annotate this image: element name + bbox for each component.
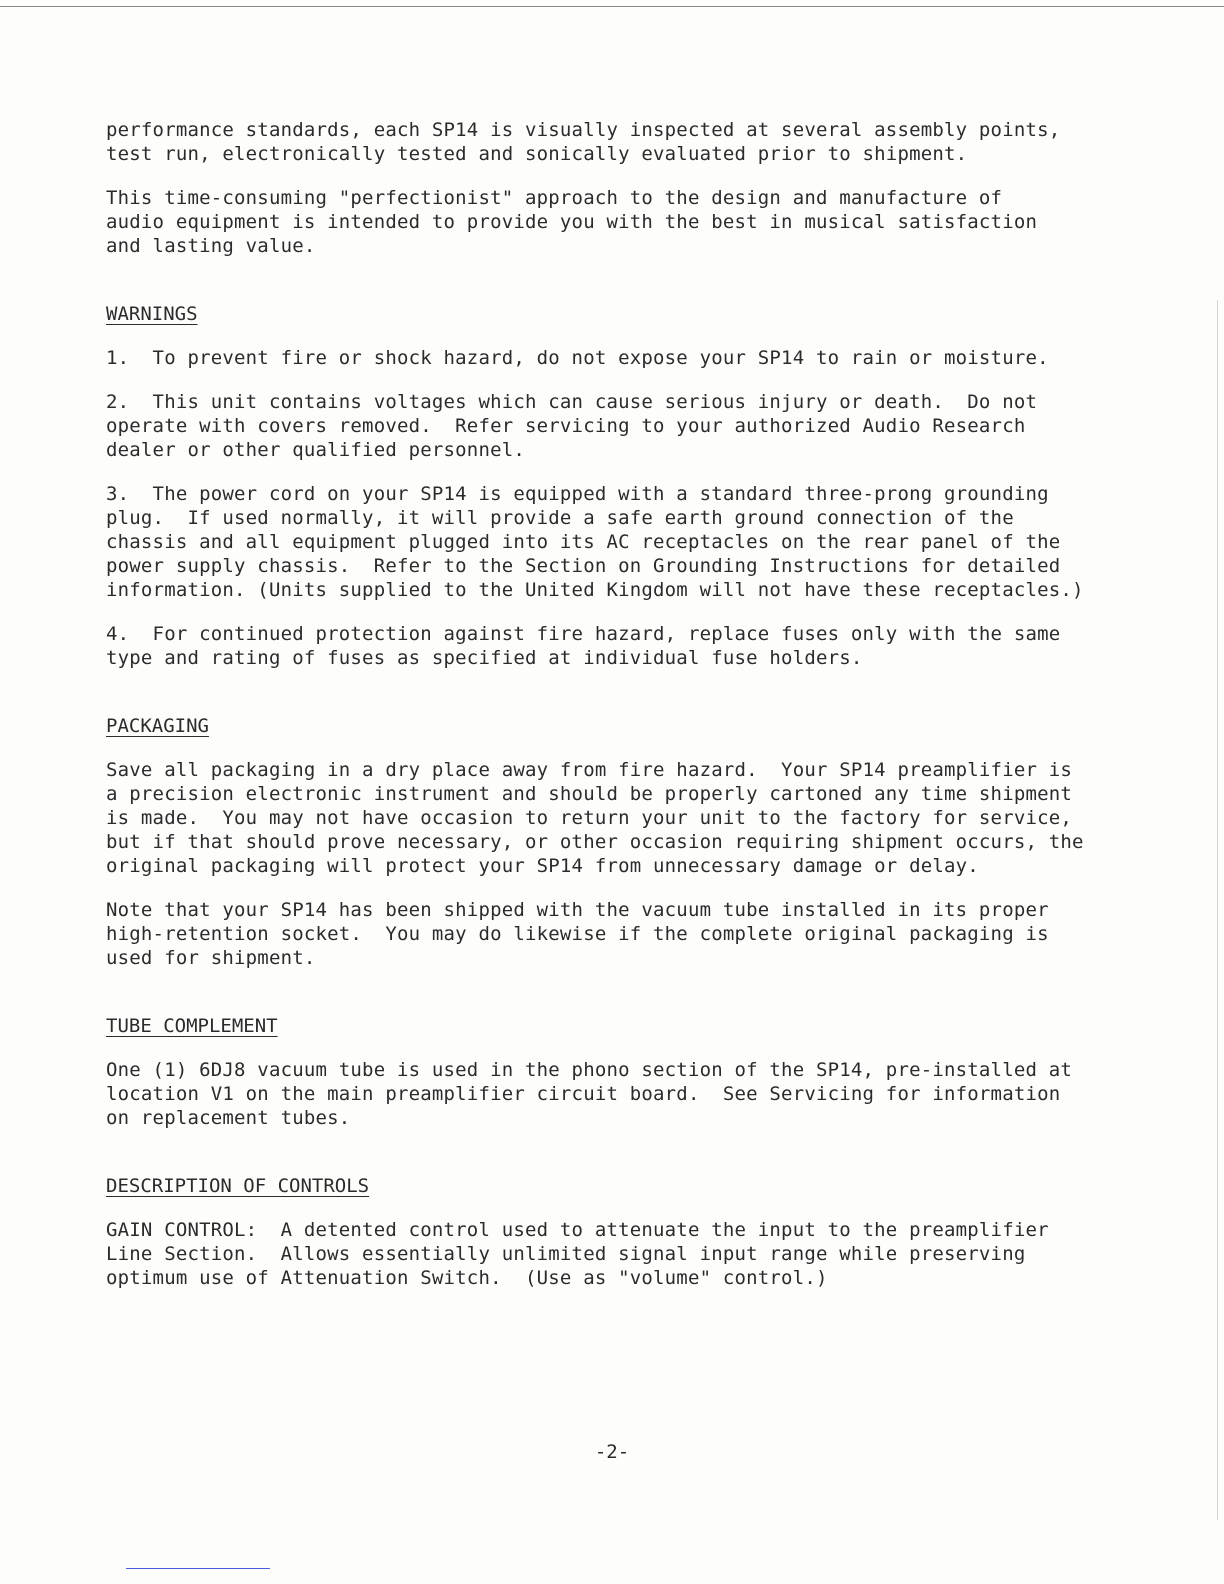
tube-complement-paragraph: One (1) 6DJ8 vacuum tube is used in the phono section of the SP14, pre-installed at location V1 on the main preamplifier circuit board. See Servicing for information on replacement tubes. xyxy=(106,1059,1073,1129)
warning-item-4: 4. For continued protection against fire hazard, replace fuses only with the same type and rating of fuses as specified at individual fuse holders. xyxy=(106,623,1061,669)
warnings-heading: WARNINGS xyxy=(106,303,198,325)
controls-heading: DESCRIPTION OF CONTROLS xyxy=(106,1175,370,1197)
scan-mark xyxy=(126,1568,270,1569)
warning-item-3: 3. The power cord on your SP14 is equipped with a standard three-prong grounding plug. If used normally, it will provide a safe earth ground connection of the chassis and all equipment plugged into its AC receptacles on the rear panel of the power supply chassis. Refer to the Section on Grounding Instructions for detailed information. (Units supplied to the United Kingdom will not have these receptacles.) xyxy=(106,483,1084,601)
packaging-heading: PACKAGING xyxy=(106,715,209,737)
intro-paragraph-1: performance standards, each SP14 is visually inspected at several assembly points, test run, electronically tested and sonically evaluated prior to shipment. xyxy=(106,119,1061,165)
document-page xyxy=(106,118,1116,1290)
top-rule xyxy=(0,6,1224,7)
tube-complement-heading: TUBE COMPLEMENT xyxy=(106,1015,278,1037)
intro-paragraph-2: This time-consuming "perfectionist" approach to the design and manufacture of audio equipment is intended to provide you with the best in musical satisfaction and lasting value. xyxy=(106,187,1038,257)
scan-edge xyxy=(1217,300,1218,1520)
warning-item-1: 1. To prevent fire or shock hazard, do not expose your SP14 to rain or moisture. xyxy=(106,347,1049,369)
packaging-paragraph-1: Save all packaging in a dry place away from fire hazard. Your SP14 preamplifier is a precision electronic instrument and should be properly cartoned any time shipment is made. You may not have occasion to return your unit to the factory for service, but if that should prove necessary, or other occasion requiring shipment occurs, the original packaging will protect your SP14 from unnecessary damage or delay. xyxy=(106,759,1084,877)
gain-control-paragraph: GAIN CONTROL: A detented control used to attenuate the input to the preamplifier Line Section. Allows essentially unlimited signal input range while preserving optimum use of Attenuation Switch. (Use as "volume" control.) xyxy=(106,1219,1049,1289)
warning-item-2: 2. This unit contains voltages which can cause serious injury or death. Do not operate with covers removed. Refer servicing to your authorized Audio Research dealer or other qualified personnel. xyxy=(106,391,1038,461)
page-number: -2- xyxy=(594,1441,630,1463)
packaging-paragraph-2: Note that your SP14 has been shipped with the vacuum tube installed in its proper high-retention socket. You may do likewise if the complete original packaging is used for shipment. xyxy=(106,899,1049,969)
